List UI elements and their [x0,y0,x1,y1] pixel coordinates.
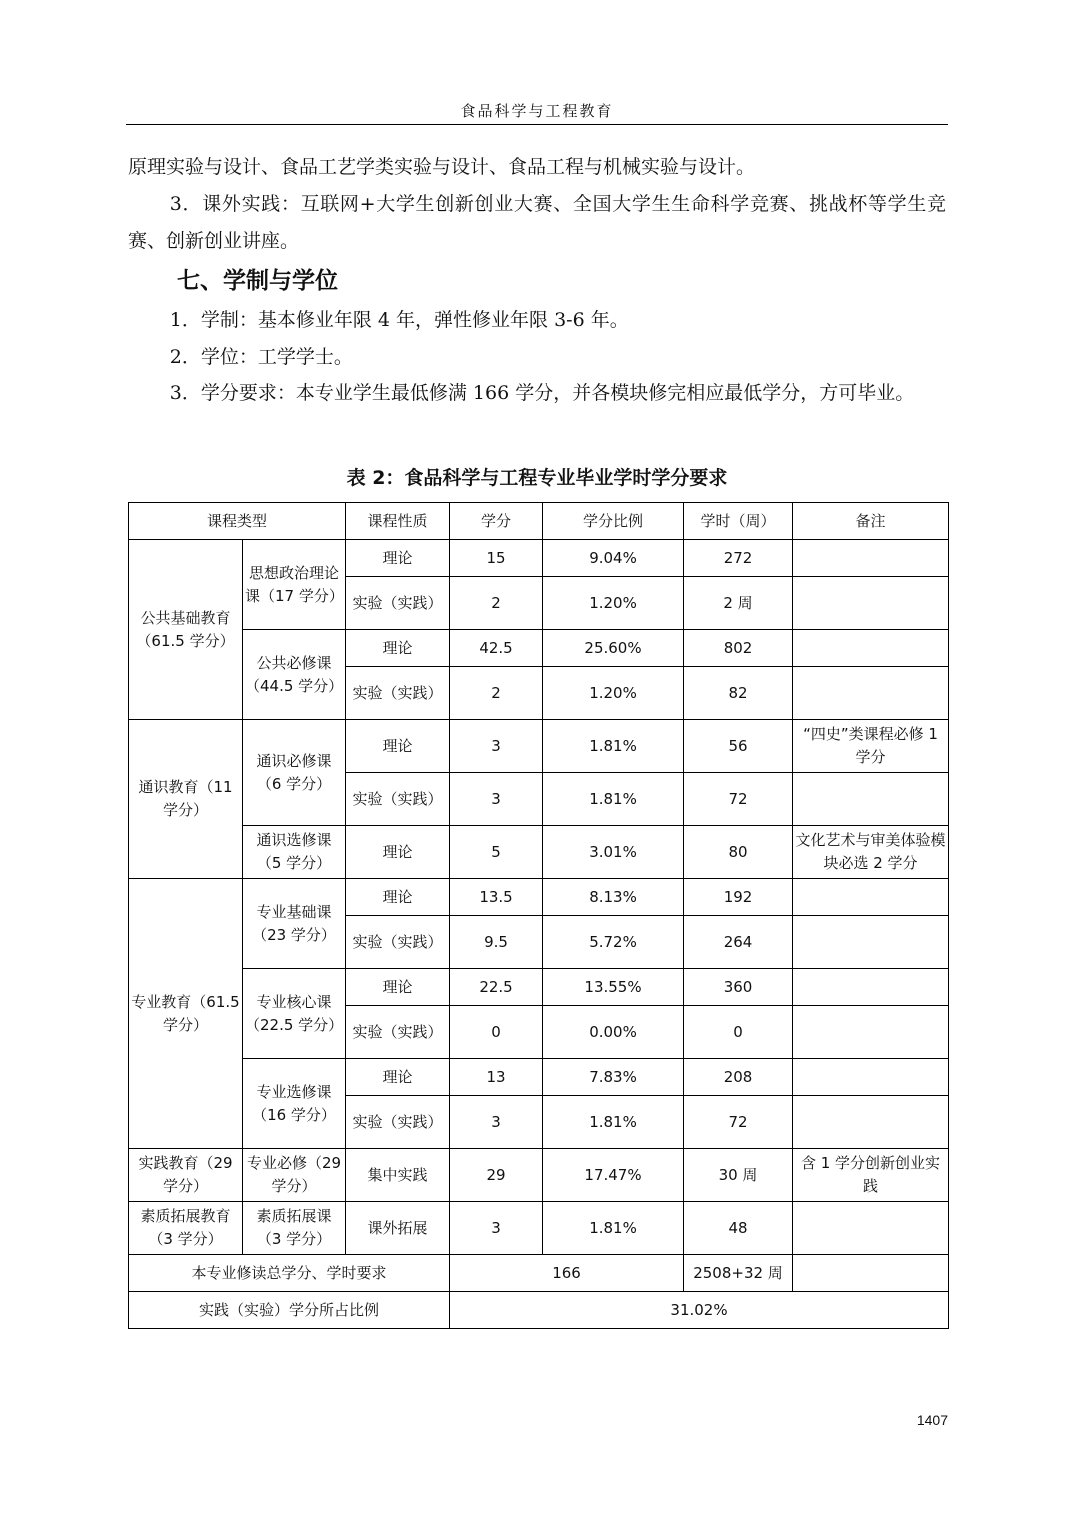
subgroup-cell: 专业必修（29 学分） [243,1149,346,1202]
credit-cell: 0 [450,1006,543,1059]
nature-cell: 理论 [346,826,450,879]
credit-cell: 13.5 [450,879,543,916]
table-row [129,879,949,916]
nature-cell: 理论 [346,969,450,1006]
paragraph-5: 3．学分要求：本专业学生最低修满 166 学分，并各模块修完相应最低学分，方可毕业。 [169,382,915,404]
credit-cell: 3 [450,1096,543,1149]
subgroup-cell: 专业核心课（22.5 学分） [243,969,346,1059]
hours-cell: 72 [684,773,793,826]
nature-cell: 实验（实践） [346,1006,450,1059]
note-cell [793,773,949,826]
hours-cell: 208 [684,1059,793,1096]
subgroup-cell: 公共必修课（44.5 学分） [243,630,346,720]
total-row [129,1255,949,1292]
table-row [129,1202,949,1255]
table-row [129,540,949,577]
note-cell [793,540,949,577]
ratio-cell: 7.83% [543,1059,684,1096]
table-row [129,630,949,667]
header-course-type: 课程类型 [129,503,346,540]
page-number: 1407 [916,1412,948,1428]
paragraph-3: 1．学制：基本修业年限 4 年，弹性修业年限 3-6 年。 [169,309,629,331]
total-credit: 166 [450,1255,684,1292]
credit-cell: 42.5 [450,630,543,667]
hours-cell: 272 [684,540,793,577]
ratio-cell: 1.20% [543,577,684,630]
group-cell: 通识教育（11 学分） [129,720,243,879]
ratio-cell: 17.47% [543,1149,684,1202]
note-cell [793,916,949,969]
subgroup-cell: 专业选修课（16 学分） [243,1059,346,1149]
note-cell [793,969,949,1006]
subgroup-cell: 专业基础课（23 学分） [243,879,346,969]
paragraph-4: 2．学位：工学学士。 [169,346,353,368]
ratio-cell: 1.20% [543,667,684,720]
subgroup-cell: 通识必修课（6 学分） [243,720,346,826]
nature-cell: 理论 [346,630,450,667]
credit-cell: 22.5 [450,969,543,1006]
nature-cell: 理论 [346,1059,450,1096]
ratio-cell: 25.60% [543,630,684,667]
subgroup-cell: 素质拓展课（3 学分） [243,1202,346,1255]
hours-cell: 56 [684,720,793,773]
nature-cell: 实验（实践） [346,773,450,826]
hours-cell: 30 周 [684,1149,793,1202]
practice-ratio-row [129,1292,949,1329]
note-cell [793,1096,949,1149]
nature-cell: 理论 [346,540,450,577]
table-row [129,720,949,773]
ratio-cell: 1.81% [543,773,684,826]
credit-cell: 3 [450,773,543,826]
hours-cell: 192 [684,879,793,916]
ratio-cell: 8.13% [543,879,684,916]
ratio-cell: 1.81% [543,1202,684,1255]
nature-cell: 实验（实践） [346,577,450,630]
subgroup-cell: 思想政治理论课（17 学分） [243,540,346,630]
credit-requirements-table [128,502,949,1329]
nature-cell: 理论 [346,720,450,773]
nature-cell: 集中实践 [346,1149,450,1202]
running-header: 食品科学与工程教育 [460,102,614,120]
practice-ratio-value: 31.02% [450,1292,949,1329]
paragraph-2: 3．课外实践：互联网+大学生创新创业大赛、全国大学生生命科学竞赛、挑战杯等学生竞赛、创新创业讲座。 [128,193,946,252]
ratio-cell: 13.55% [543,969,684,1006]
ratio-cell: 9.04% [543,540,684,577]
group-cell: 实践教育（29 学分） [129,1149,243,1202]
note-cell [793,577,949,630]
table-header-row [129,503,949,540]
ratio-cell: 3.01% [543,826,684,879]
note-cell [793,630,949,667]
note-cell [793,879,949,916]
hours-cell: 48 [684,1202,793,1255]
table-row [129,969,949,1006]
paragraph-1: 原理实验与设计、食品工艺学类实验与设计、食品工程与机械实验与设计。 [128,156,756,178]
header-credit: 学分 [450,503,543,540]
note-cell [793,667,949,720]
table-row [129,1059,949,1096]
credit-cell: 15 [450,540,543,577]
note-cell [793,1059,949,1096]
note-cell: “四史”类课程必修 1 学分 [793,720,949,773]
hours-cell: 72 [684,1096,793,1149]
note-cell [793,1202,949,1255]
practice-ratio-label: 实践（实验）学分所占比例 [129,1292,450,1329]
credit-cell: 3 [450,1202,543,1255]
ratio-cell: 0.00% [543,1006,684,1059]
hours-cell: 360 [684,969,793,1006]
hours-cell: 80 [684,826,793,879]
section-heading: 七、学制与学位 [177,268,338,294]
table-caption: 表 2：食品科学与工程专业毕业学时学分要求 [346,467,728,489]
hours-cell: 2 周 [684,577,793,630]
hours-cell: 82 [684,667,793,720]
note-cell [793,1006,949,1059]
nature-cell: 实验（实践） [346,916,450,969]
group-cell: 专业教育（61.5 学分） [129,879,243,1149]
nature-cell: 理论 [346,879,450,916]
nature-cell: 实验（实践） [346,1096,450,1149]
header-note: 备注 [793,503,949,540]
total-label: 本专业修读总学分、学时要求 [129,1255,450,1292]
ratio-cell: 1.81% [543,1096,684,1149]
total-note [793,1255,949,1292]
note-cell: 文化艺术与审美体验模块必选 2 学分 [793,826,949,879]
header-hours: 学时（周） [684,503,793,540]
group-cell: 公共基础教育（61.5 学分） [129,540,243,720]
nature-cell: 实验（实践） [346,667,450,720]
credit-cell: 13 [450,1059,543,1096]
credit-cell: 29 [450,1149,543,1202]
header-rule [126,124,948,125]
credit-cell: 2 [450,577,543,630]
credit-cell: 3 [450,720,543,773]
group-cell: 素质拓展教育（3 学分） [129,1202,243,1255]
ratio-cell: 1.81% [543,720,684,773]
credit-cell: 5 [450,826,543,879]
nature-cell: 课外拓展 [346,1202,450,1255]
hours-cell: 0 [684,1006,793,1059]
table-row [129,826,949,879]
credit-cell: 9.5 [450,916,543,969]
ratio-cell: 5.72% [543,916,684,969]
hours-cell: 802 [684,630,793,667]
hours-cell: 264 [684,916,793,969]
credit-cell: 2 [450,667,543,720]
subgroup-cell: 通识选修课（5 学分） [243,826,346,879]
header-nature: 课程性质 [346,503,450,540]
table-row [129,1149,949,1202]
header-ratio: 学分比例 [543,503,684,540]
total-hours: 2508+32 周 [684,1255,793,1292]
note-cell: 含 1 学分创新创业实践 [793,1149,949,1202]
